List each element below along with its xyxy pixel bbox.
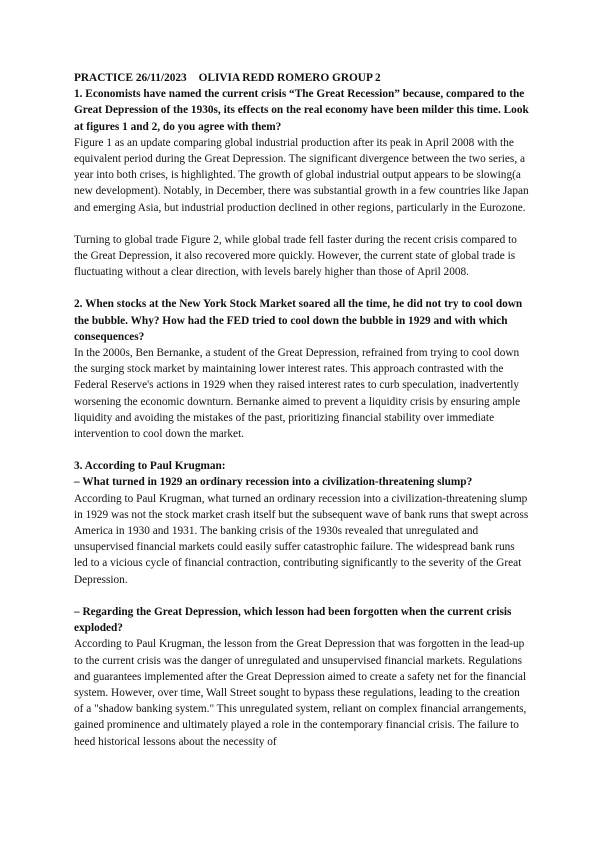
question-3a-heading: – What turned in 1929 an ordinary recession into a civilization-threatening slump? [74, 476, 473, 489]
q3b-paragraph: According to Paul Krugman, the lesson from the Great Depression that was forgotten in the lead-up to the current crisis was the danger of unregulated and unsupervised financial markets. Regulations and guarantees implemented after the Great Depression aimed to create a safety net for the financial system. However, over time, Wall Street sought to bypass these regulations, leading to the creation of a "shadow banking system." This unregulated system, reliant on complex financial arrangements, gained prominence and ultimately played a role in the contemporary financial crisis. The failure to heed historical lessons about the necessity of [74, 638, 527, 748]
question-3-heading: 3. According to Paul Krugman: [74, 460, 226, 473]
q3a-paragraph: According to Paul Krugman, what turned an ordinary recession into a civilization-threatening slump in 1929 was not the stock market crash itself but the subsequent wave of bank runs that swept across America in 1930 and 1931. The banking crisis of the 1930s revealed that unregulated and unsupervised financial markets could easily suffer catastrophic failure. The widespread bank runs led to a vicious cycle of financial contraction, contributing significantly to the severity of the Great Depression. [74, 492, 529, 586]
header-title: PRACTICE 26/11/2023 [74, 72, 187, 84]
q1-paragraph-1: Figure 1 as an update comparing global industrial production after its peak in April 2008 with the equivalent period during the Great Depression. The significant divergence between the two series, a year into both crises, is highlighted. The growth of global industrial output appears to be slowing(a new development). Notably, in December, there was substantial growth in a few countries like Japan and emerging Asia, but industrial production declined in other regions, particularly in the Eurozone. [74, 136, 529, 214]
document-body [74, 70, 530, 750]
question-2-heading: 2. When stocks at the New York Stock Market soared all the time, he did not try to cool down the bubble. Why? How had the FED tried to cool down the bubble in 1929 and with which consequences? [74, 298, 523, 343]
header-author: OLIVIA REDD ROMERO GROUP 2 [198, 72, 381, 84]
document-header [74, 70, 530, 86]
q2-paragraph-1: In the 2000s, Ben Bernanke, a student of the Great Depression, refrained from trying to cool down the surging stock market by maintaining lower interest rates. This approach contrasted with the Federal Reserve's actions in 1929 when they raised interest rates to curb speculation, inadvertently worsening the economic downturn. Bernanke aimed to prevent a liquidity crisis by ensuring ample liquidity and avoiding the mistakes of the past, prioritizing financial stability over immediate intervention to cool down the market. [74, 347, 521, 441]
question-3b-heading: – Regarding the Great Depression, which lesson had been forgotten when the current crisis exploded? [74, 605, 512, 635]
q1-paragraph-2: Turning to global trade Figure 2, while global trade fell faster during the recent crisis compared to the Great Depression, it also recovered more quickly. However, the current state of global trade is fluctuating without a clear direction, with levels barely higher than those of April 2008. [74, 233, 517, 279]
question-1-heading: 1. Economists have named the current crisis “The Great Recession” because, compared to the Great Depression of the 1930s, its effects on the real economy have been milder this time. Look at figures 1 and 2, do you agree with them? [74, 88, 529, 133]
